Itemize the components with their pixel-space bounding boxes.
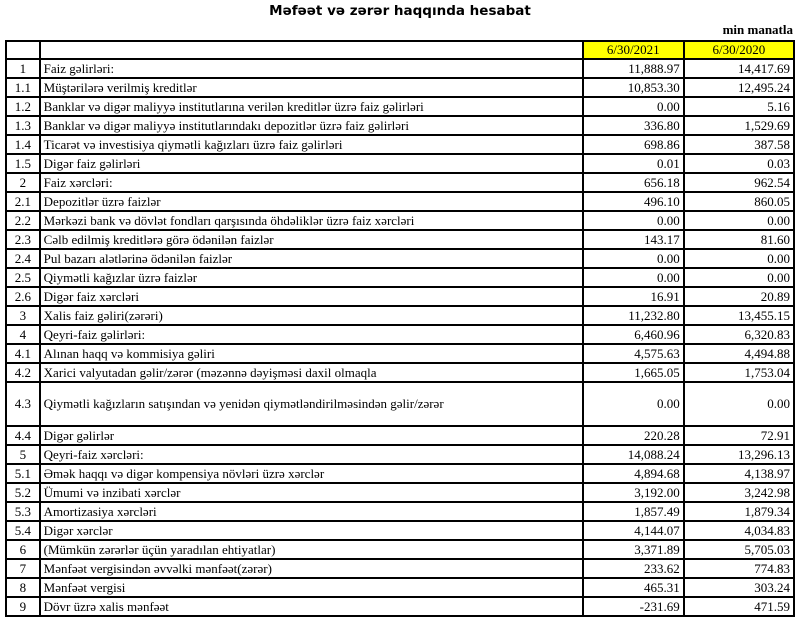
value-2021: 143.17 bbox=[583, 230, 684, 249]
value-2020: 0.00 bbox=[684, 268, 794, 287]
value-2021: 11,888.97 bbox=[583, 59, 684, 78]
value-2020: 1,879.34 bbox=[684, 502, 794, 521]
table-row bbox=[6, 540, 794, 559]
row-number: 2.6 bbox=[6, 287, 40, 306]
page-title: Məfəət və zərər haqqında hesabat bbox=[269, 3, 531, 19]
row-number: 1.2 bbox=[6, 97, 40, 116]
value-2021: 14,088.24 bbox=[583, 445, 684, 464]
value-2020: 6,320.83 bbox=[684, 325, 794, 344]
table-row bbox=[6, 521, 794, 540]
row-number: 2.5 bbox=[6, 268, 40, 287]
table-row bbox=[6, 230, 794, 249]
value-2020: 4,138.97 bbox=[684, 464, 794, 483]
row-number: 4 bbox=[6, 325, 40, 344]
value-2021: 11,232.80 bbox=[583, 306, 684, 325]
table-row bbox=[6, 154, 794, 173]
row-label: Amortizasiya xərcləri bbox=[40, 502, 583, 521]
value-2020: 5,705.03 bbox=[684, 540, 794, 559]
income-statement-table bbox=[5, 40, 795, 617]
column-header-2020: 6/30/2020 bbox=[684, 41, 794, 59]
value-2020: 14,417.69 bbox=[684, 59, 794, 78]
value-2021: 496.10 bbox=[583, 192, 684, 211]
row-label: Faiz xərcləri: bbox=[40, 173, 583, 192]
value-2020: 13,455.15 bbox=[684, 306, 794, 325]
row-number: 4.1 bbox=[6, 344, 40, 363]
value-2020: 0.03 bbox=[684, 154, 794, 173]
row-label: Banklar və digər maliyyə institutlarındakı depozitlər üzrə faiz gəlirləri bbox=[40, 116, 583, 135]
row-number: 2.1 bbox=[6, 192, 40, 211]
table-row bbox=[6, 306, 794, 325]
table-row bbox=[6, 78, 794, 97]
table-row bbox=[6, 116, 794, 135]
table-row bbox=[6, 325, 794, 344]
value-2020: 1,753.04 bbox=[684, 363, 794, 382]
table-row bbox=[6, 249, 794, 268]
value-2021: 3,192.00 bbox=[583, 483, 684, 502]
value-2021: 6,460.96 bbox=[583, 325, 684, 344]
table-row bbox=[6, 426, 794, 445]
row-number: 1.4 bbox=[6, 135, 40, 154]
value-2021: 3,371.89 bbox=[583, 540, 684, 559]
header-row bbox=[6, 41, 794, 59]
value-2021: 465.31 bbox=[583, 578, 684, 597]
row-label: Qiymətli kağızlar üzrə faizlər bbox=[40, 268, 583, 287]
row-number: 5.2 bbox=[6, 483, 40, 502]
table-row bbox=[6, 211, 794, 230]
row-number: 1.5 bbox=[6, 154, 40, 173]
value-2021: 0.00 bbox=[583, 249, 684, 268]
table-row bbox=[6, 483, 794, 502]
value-2020: 774.83 bbox=[684, 559, 794, 578]
value-2020: 0.00 bbox=[684, 249, 794, 268]
value-2020: 12,495.24 bbox=[684, 78, 794, 97]
row-number: 2 bbox=[6, 173, 40, 192]
table-row bbox=[6, 97, 794, 116]
row-label: Mənfəət vergisindən əvvəlki mənfəət(zərər) bbox=[40, 559, 583, 578]
table-row bbox=[6, 382, 794, 426]
value-2020: 1,529.69 bbox=[684, 116, 794, 135]
value-2021: 698.86 bbox=[583, 135, 684, 154]
value-2020: 13,296.13 bbox=[684, 445, 794, 464]
table-row bbox=[6, 363, 794, 382]
row-number: 7 bbox=[6, 559, 40, 578]
value-2020: 0.00 bbox=[684, 211, 794, 230]
value-2020: 387.58 bbox=[684, 135, 794, 154]
value-2021: 220.28 bbox=[583, 426, 684, 445]
table-row bbox=[6, 268, 794, 287]
table-row bbox=[6, 559, 794, 578]
value-2021: 0.00 bbox=[583, 382, 684, 426]
row-number: 6 bbox=[6, 540, 40, 559]
row-label: Qeyri-faiz gəlirləri: bbox=[40, 325, 583, 344]
table-row bbox=[6, 59, 794, 78]
table-row bbox=[6, 578, 794, 597]
value-2020: 962.54 bbox=[684, 173, 794, 192]
table-row bbox=[6, 344, 794, 363]
value-2021: 0.01 bbox=[583, 154, 684, 173]
row-number: 4.2 bbox=[6, 363, 40, 382]
row-label: Mərkəzi bank və dövlət fondları qarşısında öhdəliklər üzrə faiz xərcləri bbox=[40, 211, 583, 230]
row-label: Ticarət və investisiya qiymətli kağızları üzrə faiz gəlirləri bbox=[40, 135, 583, 154]
value-2021: 656.18 bbox=[583, 173, 684, 192]
row-label: Faiz gəlirləri: bbox=[40, 59, 583, 78]
table-row bbox=[6, 445, 794, 464]
value-2021: 1,857.49 bbox=[583, 502, 684, 521]
row-number: 9 bbox=[6, 597, 40, 616]
value-2021: -231.69 bbox=[583, 597, 684, 616]
table-row bbox=[6, 502, 794, 521]
header-empty-no-cell bbox=[6, 41, 40, 59]
value-2020: 860.05 bbox=[684, 192, 794, 211]
row-number: 8 bbox=[6, 578, 40, 597]
value-2021: 1,665.05 bbox=[583, 363, 684, 382]
row-label: (Mümkün zərərlər üçün yaradılan ehtiyatlar) bbox=[40, 540, 583, 559]
table-row bbox=[6, 173, 794, 192]
row-label: Depozitlər üzrə faizlər bbox=[40, 192, 583, 211]
value-2021: 336.80 bbox=[583, 116, 684, 135]
value-2020: 471.59 bbox=[684, 597, 794, 616]
row-label: Cəlb edilmiş kreditlərə görə ödənilən faizlər bbox=[40, 230, 583, 249]
table-row bbox=[6, 135, 794, 154]
value-2021: 16.91 bbox=[583, 287, 684, 306]
row-label: Xarici valyutadan gəlir/zərər (məzənnə dəyişməsi daxil olmaqla bbox=[40, 363, 583, 382]
value-2021: 4,144.07 bbox=[583, 521, 684, 540]
row-number: 5.1 bbox=[6, 464, 40, 483]
row-number: 5 bbox=[6, 445, 40, 464]
row-number: 1 bbox=[6, 59, 40, 78]
table-row bbox=[6, 464, 794, 483]
row-number: 4.3 bbox=[6, 382, 40, 426]
header-empty-label-cell bbox=[40, 41, 583, 59]
row-number: 1.1 bbox=[6, 78, 40, 97]
table-row bbox=[6, 287, 794, 306]
row-number: 5.4 bbox=[6, 521, 40, 540]
row-number: 1.3 bbox=[6, 116, 40, 135]
value-2020: 20.89 bbox=[684, 287, 794, 306]
row-label: Digər gəlirlər bbox=[40, 426, 583, 445]
row-label: Mənfəət vergisi bbox=[40, 578, 583, 597]
row-label: Digər xərclər bbox=[40, 521, 583, 540]
row-number: 3 bbox=[6, 306, 40, 325]
value-2021: 4,575.63 bbox=[583, 344, 684, 363]
row-number: 5.3 bbox=[6, 502, 40, 521]
row-number: 2.3 bbox=[6, 230, 40, 249]
row-label: Banklar və digər maliyyə institutlarına verilən kreditlər üzrə faiz gəlirləri bbox=[40, 97, 583, 116]
row-label: Alınan haqq və kommisiya gəliri bbox=[40, 344, 583, 363]
row-label: Dövr üzrə xalis mənfəət bbox=[40, 597, 583, 616]
value-2020: 5.16 bbox=[684, 97, 794, 116]
value-2021: 0.00 bbox=[583, 97, 684, 116]
value-2020: 4,494.88 bbox=[684, 344, 794, 363]
row-label: Əmək haqqı və digər kompensiya növləri üzrə xərclər bbox=[40, 464, 583, 483]
row-label: Qeyri-faiz xərcləri: bbox=[40, 445, 583, 464]
value-2020: 303.24 bbox=[684, 578, 794, 597]
row-number: 2.4 bbox=[6, 249, 40, 268]
unit-note: min manatla bbox=[722, 22, 793, 37]
row-label: Müştərilərə verilmiş kreditlər bbox=[40, 78, 583, 97]
row-label: Digər faiz xərcləri bbox=[40, 287, 583, 306]
table-row bbox=[6, 597, 794, 616]
table-row bbox=[6, 192, 794, 211]
value-2021: 233.62 bbox=[583, 559, 684, 578]
row-label: Xalis faiz gəliri(zərəri) bbox=[40, 306, 583, 325]
value-2021: 0.00 bbox=[583, 268, 684, 287]
column-header-2021: 6/30/2021 bbox=[583, 41, 684, 59]
value-2020: 3,242.98 bbox=[684, 483, 794, 502]
row-number: 4.4 bbox=[6, 426, 40, 445]
row-label: Qiymətli kağızların satışından və yenidən qiymətləndirilməsindən gəlir/zərər bbox=[40, 382, 583, 426]
row-label: Digər faiz gəlirləri bbox=[40, 154, 583, 173]
value-2020: 4,034.83 bbox=[684, 521, 794, 540]
row-number: 2.2 bbox=[6, 211, 40, 230]
value-2020: 0.00 bbox=[684, 382, 794, 426]
value-2021: 10,853.30 bbox=[583, 78, 684, 97]
value-2020: 72.91 bbox=[684, 426, 794, 445]
value-2020: 81.60 bbox=[684, 230, 794, 249]
value-2021: 4,894.68 bbox=[583, 464, 684, 483]
row-label: Ümumi və inzibati xərclər bbox=[40, 483, 583, 502]
row-label: Pul bazarı alətlərinə ödənilən faizlər bbox=[40, 249, 583, 268]
value-2021: 0.00 bbox=[583, 211, 684, 230]
